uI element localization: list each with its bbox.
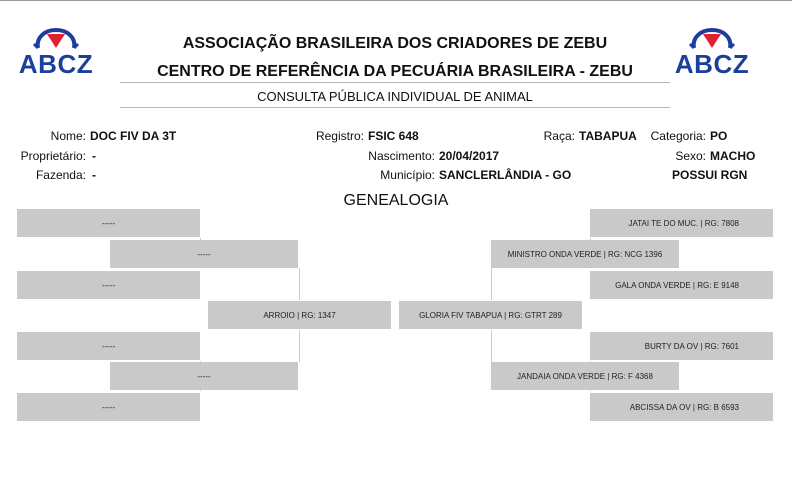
logo-text: ABCZ — [674, 49, 750, 79]
avo-materna: JANDAIA ONDA VERDE | RG: F 4368 — [491, 362, 679, 390]
sexo-value: MACHO — [710, 149, 756, 163]
rgn-status: POSSUI RGN — [672, 168, 748, 182]
bisavo-materno-1: JATAI TE DO MUC. | RG: 7808 — [590, 209, 773, 237]
connector-line — [299, 268, 300, 300]
fazenda-value: - — [92, 168, 96, 182]
connector-line — [491, 330, 492, 362]
mae: GLORIA FIV TABAPUA | RG: GTRT 289 — [399, 301, 582, 329]
genealogy-title: GENEALOGIA — [343, 192, 449, 209]
bisavo-paterno-3: ----- — [17, 332, 200, 360]
bisavo-materno-3: BURTY DA OV | RG: 7601 — [590, 332, 773, 360]
abcz-logo-right — [670, 26, 754, 80]
sexo-label: Sexo: — [675, 149, 706, 163]
top-border — [0, 0, 792, 1]
header-divider — [120, 82, 670, 83]
bisavo-paterno-1: ----- — [17, 209, 200, 237]
raca-value: TABAPUA — [579, 129, 637, 143]
nome-value: DOC FIV DA 3T — [90, 129, 177, 143]
proprietario-value: - — [92, 149, 96, 163]
connector-line — [299, 330, 300, 362]
nome-label: Nome: — [50, 129, 86, 143]
bisavo-materno-4: ABCISSA DA OV | RG: B 6593 — [590, 393, 773, 421]
municipio-label: Município: — [380, 168, 435, 182]
avo-paterna: ----- — [110, 362, 298, 390]
page-subtitle: CONSULTA PÚBLICA INDIVIDUAL DE ANIMAL — [257, 89, 533, 104]
categoria-label: Categoria: — [650, 129, 706, 143]
center-title: CENTRO DE REFERÊNCIA DA PECUÁRIA BRASILEIRA - ZEBU — [157, 63, 633, 80]
logo-text: ABCZ — [18, 49, 94, 79]
nascimento-value: 20/04/2017 — [439, 149, 500, 163]
bisavo-paterno-4: ----- — [17, 393, 200, 421]
pai: ARROIO | RG: 1347 — [208, 301, 391, 329]
raca-label: Raça: — [543, 129, 575, 143]
abcz-logo-left — [14, 26, 98, 80]
bisavo-materno-2: GALA ONDA VERDE | RG: E 9148 — [590, 271, 773, 299]
bisavo-paterno-2: ----- — [17, 271, 200, 299]
avo-materno: MINISTRO ONDA VERDE | RG: NCG 1396 — [491, 240, 679, 268]
fazenda-label: Fazenda: — [35, 168, 86, 182]
proprietario-label: Proprietário: — [20, 149, 86, 163]
categoria-value: PO — [710, 129, 728, 143]
nascimento-label: Nascimento: — [368, 149, 435, 163]
registro-value: FSIC 648 — [368, 129, 419, 143]
registro-label: Registro: — [315, 129, 364, 143]
connector-line — [491, 268, 492, 300]
subtitle-divider — [120, 107, 670, 108]
avo-paterno: ----- — [110, 240, 298, 268]
association-title: ASSOCIAÇÃO BRASILEIRA DOS CRIADORES DE ZEBU — [182, 35, 608, 52]
municipio-value: SANCLERLÂNDIA - GO — [439, 168, 572, 182]
